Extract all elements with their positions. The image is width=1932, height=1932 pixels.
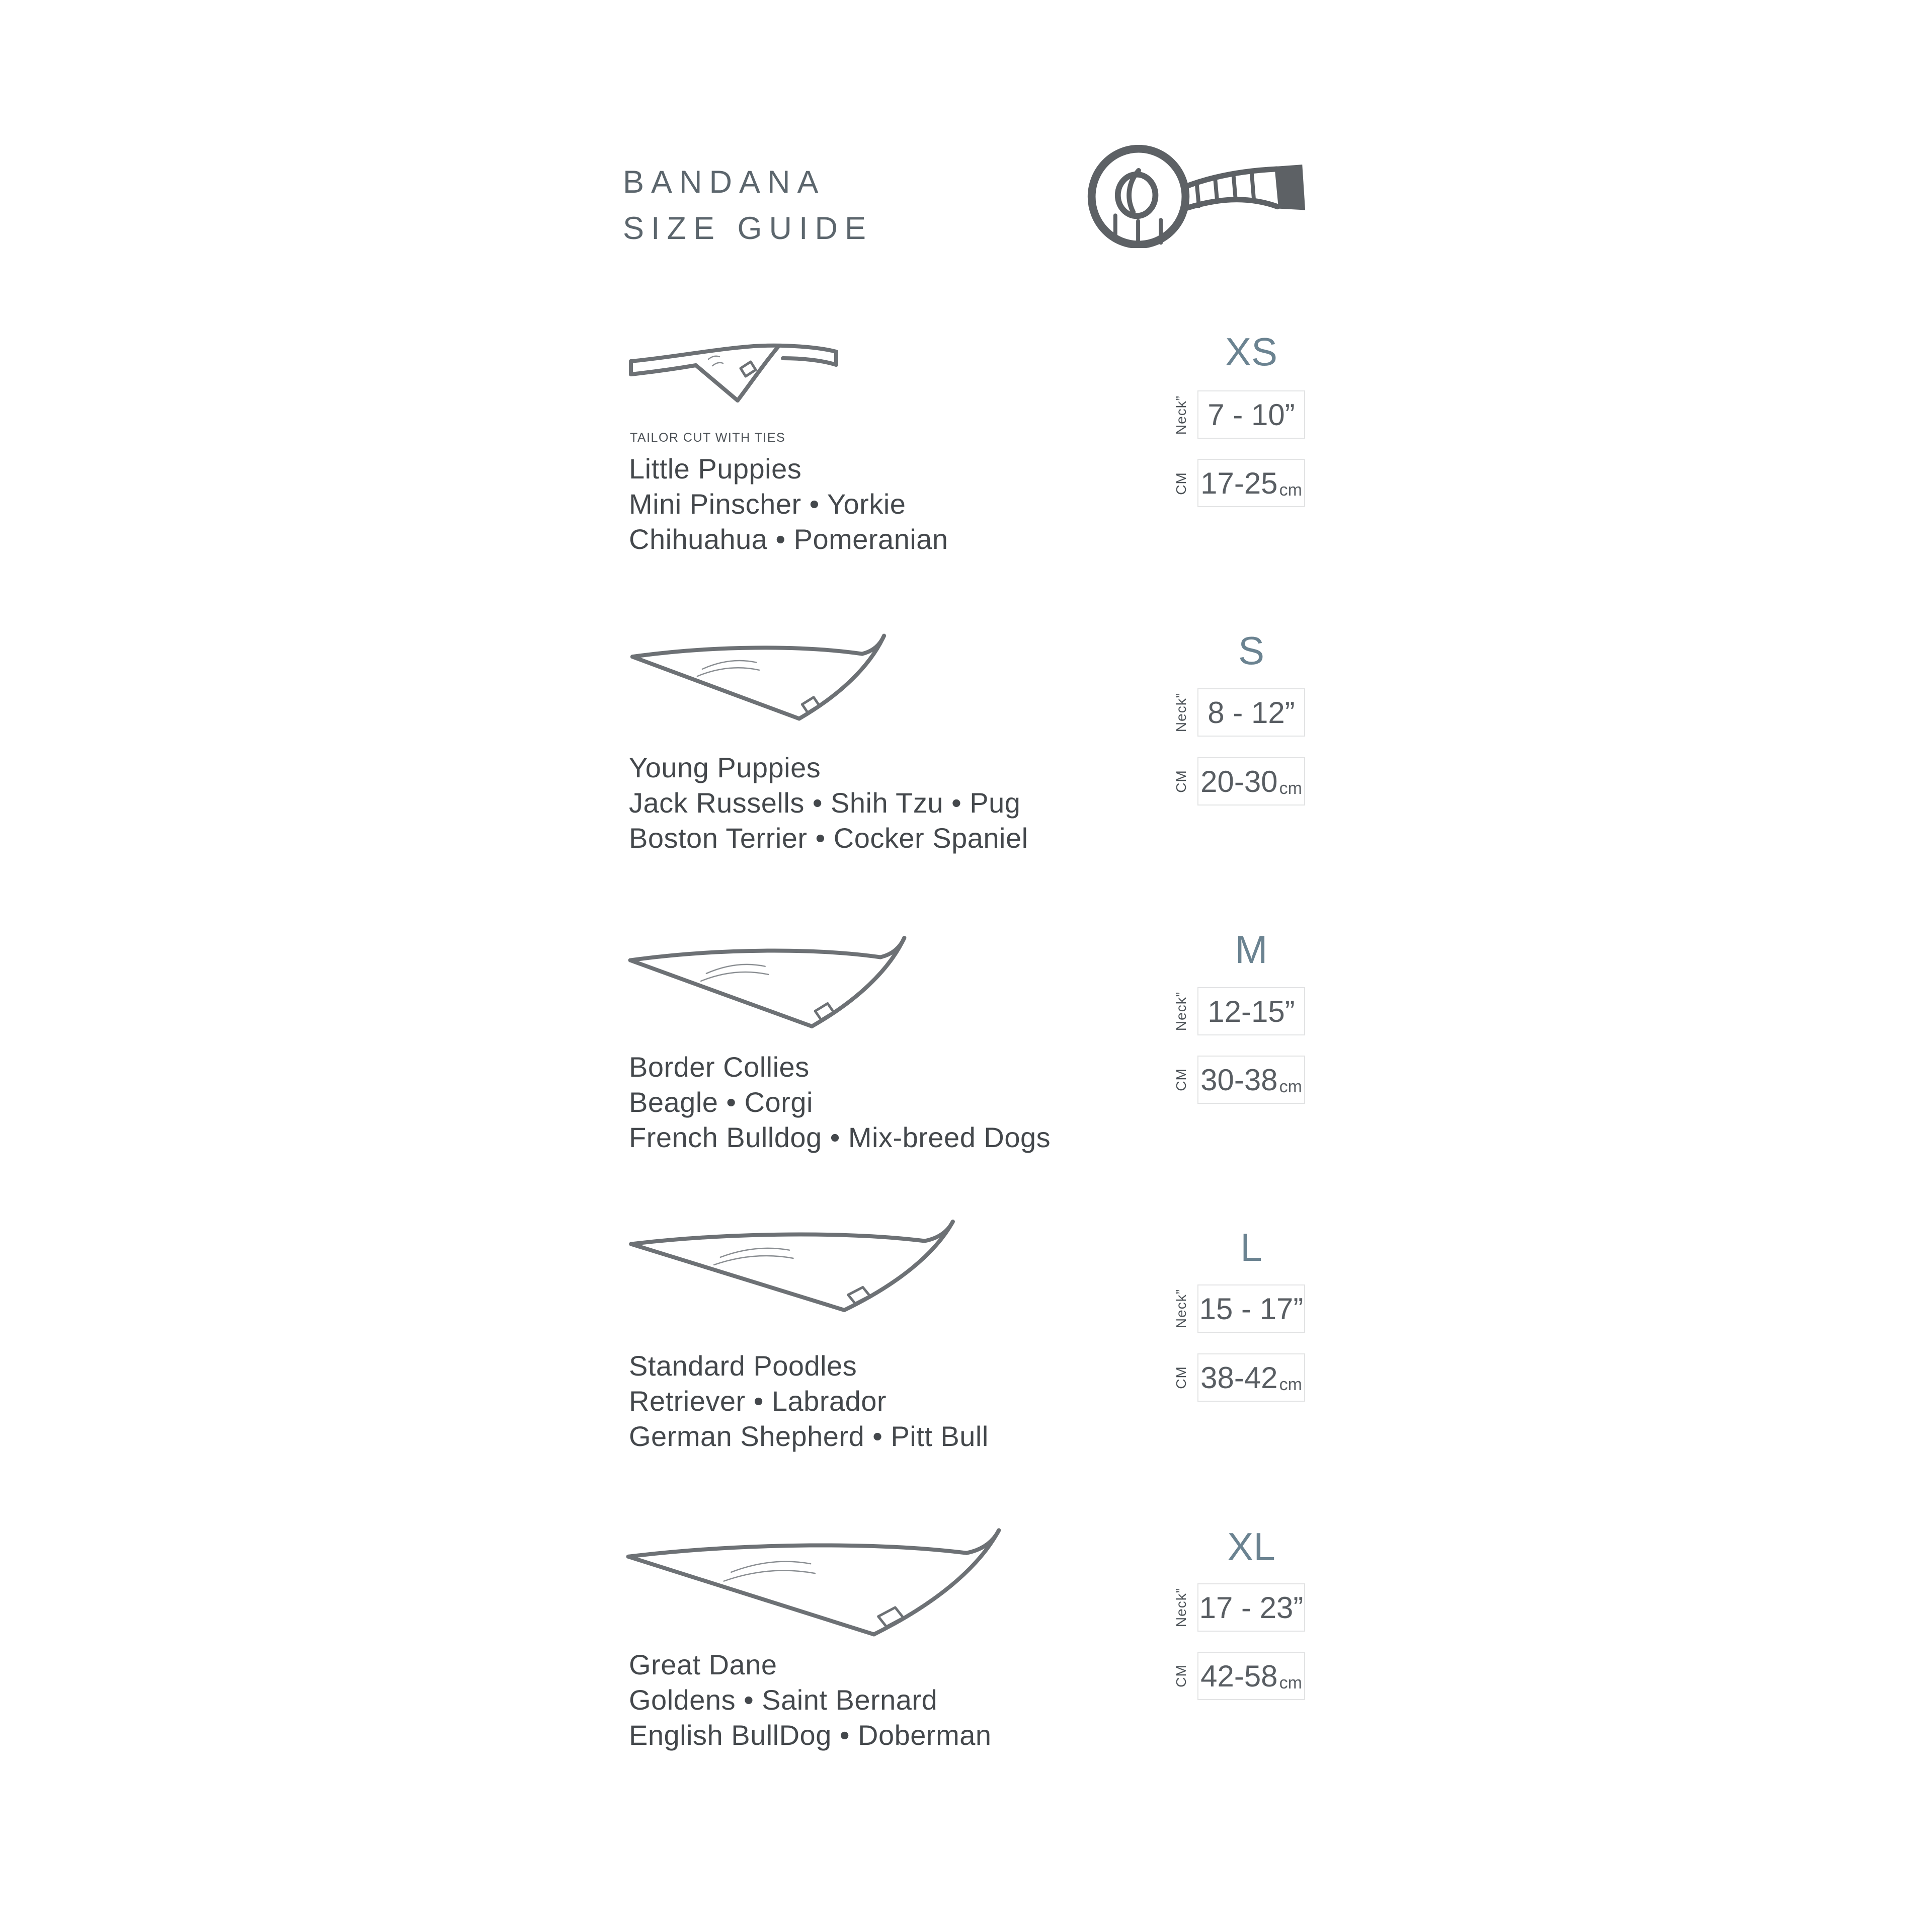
neck-inches-value: 7 - 10” bbox=[1208, 397, 1295, 432]
breed-line: Chihuahua • Pomeranian bbox=[629, 523, 948, 555]
size-label-l: L bbox=[1240, 1225, 1262, 1269]
cm-unit-label: CM bbox=[1173, 1664, 1189, 1687]
breed-line: French Bulldog • Mix-breed Dogs bbox=[629, 1121, 1051, 1153]
breed-line: Boston Terrier • Cocker Spaniel bbox=[629, 822, 1028, 854]
size-label-m: M bbox=[1235, 927, 1268, 972]
cm-suffix: cm bbox=[1279, 1673, 1302, 1693]
neck-inches-value: 12-15” bbox=[1208, 994, 1295, 1028]
neck-inches-value: 15 - 17” bbox=[1199, 1292, 1304, 1326]
breed-line: Young Puppies bbox=[629, 752, 821, 783]
neck-inches-unit-label: Neck” bbox=[1173, 1289, 1189, 1329]
breed-line: Standard Poodles bbox=[629, 1350, 857, 1382]
breed-line: German Shepherd • Pitt Bull bbox=[629, 1420, 989, 1452]
neck-inches-unit-label: Neck” bbox=[1173, 692, 1189, 733]
neck-inches-value: 8 - 12” bbox=[1208, 695, 1295, 730]
breed-line: Border Collies bbox=[629, 1051, 810, 1083]
xl-neck-inches-box bbox=[1197, 1583, 1305, 1632]
breed-line: Little Puppies bbox=[629, 453, 802, 485]
breed-line: Beagle • Corgi bbox=[629, 1086, 813, 1118]
breed-line: English BullDog • Doberman bbox=[629, 1719, 992, 1751]
neck-inches-unit-label: Neck” bbox=[1173, 395, 1189, 435]
neck-cm-value: 30-38 bbox=[1200, 1063, 1278, 1097]
breed-line: Great Dane bbox=[629, 1649, 777, 1680]
cm-unit-label: CM bbox=[1173, 1068, 1189, 1091]
neck-inches-value: 17 - 23” bbox=[1199, 1590, 1304, 1625]
neck-inches-unit-label: Neck” bbox=[1173, 1587, 1189, 1628]
cm-suffix: cm bbox=[1279, 778, 1302, 798]
page-title-line2: SIZE GUIDE bbox=[623, 211, 873, 246]
size-label-s: S bbox=[1238, 628, 1265, 673]
cm-suffix: cm bbox=[1279, 1077, 1302, 1096]
breed-line: Goldens • Saint Bernard bbox=[629, 1684, 938, 1716]
neck-cm-value: 17-25 bbox=[1200, 466, 1278, 500]
breed-line: Mini Pinscher • Yorkie bbox=[629, 488, 906, 520]
cm-unit-label: CM bbox=[1173, 770, 1189, 793]
neck-cm-value: 42-58 bbox=[1200, 1659, 1278, 1693]
page-title-line1: BANDANA bbox=[623, 165, 826, 200]
neck-inches-unit-label: Neck” bbox=[1173, 991, 1189, 1031]
neck-cm-value: 38-42 bbox=[1200, 1360, 1278, 1395]
xl-breed-list bbox=[629, 1647, 992, 1753]
size-label-xs: XS bbox=[1225, 330, 1278, 374]
folded-bandana-illustration bbox=[622, 1525, 1005, 1639]
size-label-xl: XL bbox=[1227, 1524, 1275, 1569]
breed-line: Jack Russells • Shih Tzu • Pug bbox=[629, 787, 1021, 819]
cm-unit-label: CM bbox=[1173, 1366, 1189, 1389]
xl-neck-cm-box bbox=[1197, 1652, 1305, 1700]
breed-line: Retriever • Labrador bbox=[629, 1385, 887, 1417]
cm-suffix: cm bbox=[1279, 1375, 1302, 1394]
cm-unit-label: CM bbox=[1173, 472, 1189, 495]
cm-suffix: cm bbox=[1279, 480, 1302, 500]
xs-cut-note: TAILOR CUT WITH TIES bbox=[630, 431, 786, 445]
neck-cm-value: 20-30 bbox=[1200, 764, 1278, 798]
